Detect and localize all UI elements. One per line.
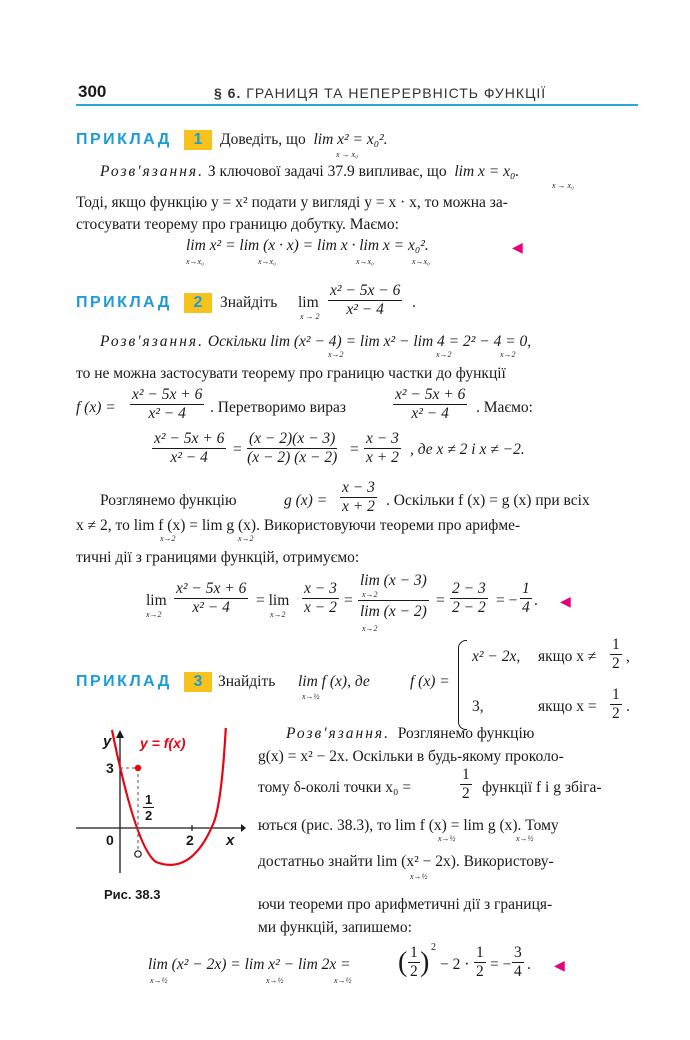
fig-tick-3: 3 — [106, 760, 114, 776]
example2-sol-sub1: x→2 — [328, 350, 344, 359]
example2-final-frac1: $\frac{\text{x² − 5x + 6}}{\text{x² − 4}}$ — [176, 580, 247, 616]
half-fraction: $\frac{1}{2}$ — [612, 636, 620, 672]
example2-para2-line2: x ≠ 2, то lim f (x) = lim g (x). Використовуючи теореми про арифме- — [76, 517, 521, 534]
example2-number-badge: 2 — [184, 293, 212, 313]
eq-sign: = — [233, 441, 242, 458]
example3-sol-line6: ючи теореми про арифметичні дії з границя- — [258, 896, 553, 913]
example2-have-text: . Маємо: — [476, 399, 533, 416]
final-lim-1: lim — [146, 592, 167, 609]
example2-sol-sub3: x→2 — [500, 350, 516, 359]
example2-g-fraction: $\frac{x - 3}{x + 2}$ — [342, 479, 375, 515]
header-rule — [76, 104, 638, 106]
y-axis-arrow-icon — [116, 730, 124, 738]
paren-open: ( — [398, 947, 408, 978]
example3-sol-line3-a: тому δ-околі точки x₀ = — [258, 779, 412, 796]
example2-final-frac2: $\frac{x - 3}{x - 2}$ — [304, 580, 337, 616]
final-sub-4: x→2 — [362, 624, 378, 633]
example2-sol-sub2: x→2 — [436, 350, 452, 359]
hollow-point — [135, 851, 141, 857]
page-number: 300 — [78, 82, 107, 101]
example1-solution-line1: Розв'язання. З ключової задачі 37.9 випливає, що lim x = x₀. — [100, 163, 520, 180]
example3-sol-line4: ються (рис. 38.3), то lim f (x) = lim g (x). Тому — [258, 817, 559, 834]
example2-display-frac1: $\frac{\text{x² − 5x + 6}}{\text{x² − 4}}$ — [154, 430, 225, 466]
example2-f-def-lhs: f (x) = — [76, 399, 116, 416]
eq-sign: = − — [496, 592, 518, 609]
example3-sol-line2: g(x) = x² − 2x. Оскільки в будь-якому проколо- — [258, 748, 564, 765]
example3-sol-line1: Розв'язання. Розглянемо функцію — [286, 725, 535, 742]
half-fraction: $\frac{1}{2}$ — [410, 944, 418, 980]
example3-sol-line7: ми функцій, запишемо: — [258, 919, 412, 936]
end-marker-icon: ◀ — [554, 959, 565, 974]
fig-y-label: y — [103, 733, 112, 750]
example3-sol-line5: достатньо знайти lim (x² − 2x). Використову- — [258, 853, 554, 870]
section-title: ГРАНИЦЯ ТА НЕПЕРЕРВНІСТЬ ФУНКЦІЇ — [246, 85, 547, 101]
example3-final-mid: − 2 · — [440, 956, 470, 973]
example1-display-sub1: x→x₀ — [186, 257, 204, 266]
example2-solution-line2: то не можна застосувати теорему про границю частки до функції — [76, 365, 506, 382]
example3-number-badge: 3 — [184, 672, 212, 692]
example1-line2: Тоді, якщо функцію y = x² подати у вигляді y = x · x, то можна за- — [76, 194, 508, 211]
example3-label: ПРИКЛАД — [76, 673, 172, 690]
example3-case2-cond: якщо x = — [538, 698, 597, 715]
example2-display-condition: , де x ≠ 2 і x ≠ −2. — [410, 441, 525, 458]
example3-final-lhs: lim (x² − 2x) = lim x² − lim 2x = — [148, 956, 351, 973]
eq-sign: = lim — [256, 592, 290, 609]
example2-f-def-fraction: $\frac{\text{x² − 5x + 6}}{\text{x² − 4}}$ — [132, 386, 203, 422]
example1-display-sub3: x→x₀ — [356, 257, 374, 266]
example1-label: ПРИКЛАД — [76, 131, 172, 148]
example2-solution-line1: Розв'язання. Оскільки lim (x² − 4) = lim x² − lim 4 = 2² − 4 = 0, — [100, 333, 532, 350]
example2-task-period: . — [412, 294, 416, 311]
example2-final-frac3: $\frac{\lim (x - 3)}{\lim (x - 2)}$ — [360, 572, 427, 620]
example2-task-prefix: Знайдіть — [220, 294, 278, 311]
figure-caption: Рис. 38.3 — [104, 887, 161, 902]
example1-display-sub2: x→x₀ — [258, 257, 276, 266]
example3-final-sub3: x→½ — [334, 976, 352, 985]
example2-para2-b: . Оскільки f (x) = g (x) при всіх — [386, 492, 590, 509]
example2-transform-fraction: $\frac{\text{x² − 5x + 6}}{\text{x² − 4}}$ — [395, 386, 466, 422]
fig-x-label: x — [226, 832, 235, 849]
example1-task: Доведіть, що lim x² = x₀². — [220, 131, 388, 148]
end-marker-icon: ◀ — [512, 241, 523, 256]
example3-final-sub1: x→½ — [150, 976, 168, 985]
period: . — [527, 956, 531, 973]
square-exponent: 2 — [431, 942, 436, 953]
example2-display-frac2: $\frac{(x - 2)(x - 3)}{(x - 2) (x - 2)}$ — [247, 430, 338, 466]
example2-para2-sub2: x→2 — [238, 534, 254, 543]
example3-case1-cond: якщо x ≠ — [538, 648, 597, 665]
example1-line3: стосувати теорему про границю добутку. Маємо: — [76, 216, 399, 233]
half-fraction: $\frac{1}{2}$ — [612, 686, 620, 722]
fig-half: $\frac{1}{2}$ — [145, 792, 153, 823]
fig-func-label: y = f(x) — [140, 735, 186, 751]
example2-display-frac3: $\frac{x - 3}{x + 2}$ — [366, 430, 399, 466]
x-axis-arrow-icon — [241, 824, 246, 832]
section-number: § 6. — [214, 85, 242, 101]
end-marker-icon: ◀ — [560, 595, 571, 610]
comma: , — [626, 648, 630, 665]
eq-sign: = — [350, 441, 359, 458]
half-fraction: $\frac{1}{2}$ — [476, 944, 484, 980]
fig-tick-x2: 2 — [186, 832, 194, 848]
example3-task-formula: lim f (x), де — [298, 673, 370, 690]
half-fraction: $\frac{1}{2}$ — [462, 766, 470, 802]
example3-final-eq: = − — [490, 956, 512, 973]
example2-label: ПРИКЛАД — [76, 294, 172, 311]
example3-task-sub: x→½ — [302, 692, 320, 701]
filled-point — [135, 765, 141, 771]
example1-line1-sub: x → x₀ — [552, 181, 574, 190]
header-section — [214, 85, 546, 101]
final-sub-1: x→2 — [146, 610, 162, 619]
paren-close: ) — [420, 947, 430, 978]
example2-transform-text: . Перетворимо вираз — [210, 399, 347, 416]
period: . — [534, 592, 538, 609]
example3-task-prefix: Знайдіть — [218, 673, 276, 690]
example2-task-fraction: $\frac{\text{x² − 5x − 6}}{\text{x² − 4}}$ — [330, 282, 401, 318]
example1-number-badge: 1 — [184, 130, 212, 150]
example3-f-lhs: f (x) = — [410, 673, 450, 690]
brace — [458, 640, 467, 730]
example3-sub: x→½ — [410, 872, 428, 881]
final-sub-3: x→2 — [362, 590, 378, 599]
eq-sign: = — [344, 592, 353, 609]
example1-display-sub4: x→x₀ — [412, 257, 430, 266]
example2-task-lim: lim — [298, 294, 319, 311]
example1-task-sub: x → x₀ — [336, 150, 358, 159]
example1-display: lim x² = lim (x · x) = lim x · lim x = x₀². — [186, 237, 429, 254]
example3-sub: x→½ — [516, 834, 534, 843]
example2-final-frac4: $\frac{2 - 3}{2 - 2}$ — [452, 580, 486, 616]
example2-para2-a: Розглянемо функцію — [100, 492, 237, 509]
example2-para2-line3: тичні дії з границями функцій, отримуємо: — [76, 549, 360, 566]
fig-origin: 0 — [106, 832, 114, 848]
eq-sign: = — [436, 592, 445, 609]
example3-case2-expr: 3, — [472, 698, 484, 715]
period: . — [626, 698, 630, 715]
example3-sub: x→½ — [438, 834, 456, 843]
example2-para2-sub1: x→2 — [160, 534, 176, 543]
example3-result-fraction: $\frac{3}{4}$ — [514, 944, 522, 980]
example3-case1-expr: x² − 2x, — [472, 648, 521, 665]
example3-final-sub2: x→½ — [266, 976, 284, 985]
example2-final-result: $\frac{1}{4}$ — [522, 580, 530, 616]
final-sub-2: x→2 — [270, 610, 286, 619]
example2-task-sub: x → 2 — [300, 312, 320, 321]
example3-sol-line3-b: функції f і g збіга- — [482, 779, 602, 796]
example2-g-lhs: g (x) = — [284, 492, 328, 509]
